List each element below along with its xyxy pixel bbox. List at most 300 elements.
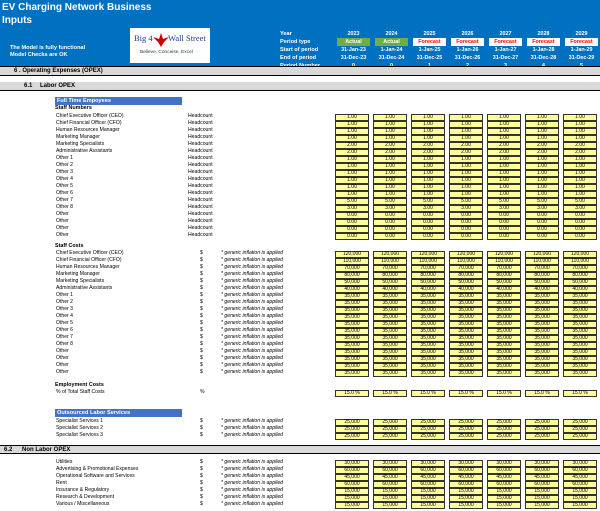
input-cell[interactable]: 35,000 <box>525 314 559 321</box>
input-cell[interactable]: 45,000 <box>373 474 407 481</box>
input-cell[interactable]: 35,000 <box>563 363 597 370</box>
input-cell[interactable]: 15.0 % <box>335 390 369 397</box>
input-cell[interactable]: 1.00 <box>335 114 369 121</box>
input-cell[interactable]: 0.00 <box>487 233 521 240</box>
input-cell[interactable]: 35,000 <box>411 293 445 300</box>
input-cell[interactable]: 35,000 <box>411 307 445 314</box>
input-cell[interactable]: 2.00 <box>411 142 445 149</box>
input-cell[interactable]: 0.00 <box>449 219 483 226</box>
input-cell[interactable]: 35,000 <box>335 370 369 377</box>
input-cell[interactable]: 15,000 <box>373 502 407 509</box>
input-cell[interactable]: 0.00 <box>525 212 559 219</box>
input-cell[interactable]: 60,000 <box>525 467 559 474</box>
input-cell[interactable]: 80,000 <box>525 272 559 279</box>
input-cell[interactable]: 1.00 <box>449 121 483 128</box>
input-cell[interactable]: 15,000 <box>449 495 483 502</box>
input-cell[interactable]: 1.00 <box>487 177 521 184</box>
input-cell[interactable]: 0.00 <box>563 233 597 240</box>
input-cell[interactable]: 35,000 <box>335 328 369 335</box>
input-cell[interactable]: 25,000 <box>335 426 369 433</box>
input-cell[interactable]: 35,000 <box>525 335 559 342</box>
input-cell[interactable]: 35,000 <box>373 300 407 307</box>
input-cell[interactable]: 1.00 <box>411 163 445 170</box>
input-cell[interactable]: 0.00 <box>449 226 483 233</box>
input-cell[interactable]: 35,000 <box>525 342 559 349</box>
input-cell[interactable]: 3.00 <box>411 205 445 212</box>
input-cell[interactable]: 35,000 <box>335 321 369 328</box>
input-cell[interactable]: 15,000 <box>411 495 445 502</box>
input-cell[interactable]: 35,000 <box>449 349 483 356</box>
input-cell[interactable]: 1.00 <box>373 114 407 121</box>
input-cell[interactable]: 35,000 <box>335 349 369 356</box>
input-cell[interactable]: 35,000 <box>449 342 483 349</box>
input-cell[interactable]: 2.00 <box>449 149 483 156</box>
input-cell[interactable]: 35,000 <box>411 314 445 321</box>
input-cell[interactable]: 60,000 <box>449 481 483 488</box>
input-cell[interactable]: 45,000 <box>449 474 483 481</box>
input-cell[interactable]: 35,000 <box>373 307 407 314</box>
input-cell[interactable]: 35,000 <box>335 342 369 349</box>
input-cell[interactable]: 35,000 <box>449 314 483 321</box>
input-cell[interactable]: 35,000 <box>449 356 483 363</box>
input-cell[interactable]: 35,000 <box>487 307 521 314</box>
input-cell[interactable]: 60,000 <box>411 481 445 488</box>
input-cell[interactable]: 30,000 <box>373 460 407 467</box>
input-cell[interactable]: 30,000 <box>335 460 369 467</box>
input-cell[interactable]: 15,000 <box>525 495 559 502</box>
input-cell[interactable]: 35,000 <box>411 342 445 349</box>
input-cell[interactable]: 25,000 <box>411 426 445 433</box>
input-cell[interactable]: 35,000 <box>335 335 369 342</box>
input-cell[interactable]: 1.00 <box>449 191 483 198</box>
input-cell[interactable]: 1.00 <box>525 121 559 128</box>
input-cell[interactable]: 30,000 <box>449 460 483 467</box>
input-cell[interactable]: 35,000 <box>525 300 559 307</box>
input-cell[interactable]: 25,000 <box>335 433 369 440</box>
input-cell[interactable]: 2.00 <box>373 149 407 156</box>
input-cell[interactable]: 35,000 <box>525 356 559 363</box>
input-cell[interactable]: 15,000 <box>449 488 483 495</box>
input-cell[interactable]: 1.00 <box>335 163 369 170</box>
input-cell[interactable]: 120,000 <box>449 251 483 258</box>
input-cell[interactable]: 35,000 <box>411 321 445 328</box>
input-cell[interactable]: 1.00 <box>335 191 369 198</box>
input-cell[interactable]: 2.00 <box>487 149 521 156</box>
input-cell[interactable]: 80,000 <box>487 272 521 279</box>
input-cell[interactable]: 30,000 <box>525 460 559 467</box>
input-cell[interactable]: 120,000 <box>411 251 445 258</box>
input-cell[interactable]: 1.00 <box>411 128 445 135</box>
input-cell[interactable]: 1.00 <box>373 128 407 135</box>
input-cell[interactable]: 30,000 <box>411 460 445 467</box>
input-cell[interactable]: 50,000 <box>449 279 483 286</box>
input-cell[interactable]: 50,000 <box>525 279 559 286</box>
input-cell[interactable]: 70,000 <box>411 265 445 272</box>
input-cell[interactable]: 35,000 <box>563 321 597 328</box>
input-cell[interactable]: 110,000 <box>563 258 597 265</box>
input-cell[interactable]: 35,000 <box>487 293 521 300</box>
input-cell[interactable]: 25,000 <box>563 419 597 426</box>
input-cell[interactable]: 40,000 <box>563 286 597 293</box>
input-cell[interactable]: 5.00 <box>335 198 369 205</box>
input-cell[interactable]: 80,000 <box>335 272 369 279</box>
input-cell[interactable]: 60,000 <box>525 481 559 488</box>
input-cell[interactable]: 60,000 <box>373 481 407 488</box>
input-cell[interactable]: 1.00 <box>449 135 483 142</box>
input-cell[interactable]: 35,000 <box>373 342 407 349</box>
input-cell[interactable]: 35,000 <box>487 363 521 370</box>
input-cell[interactable]: 2.00 <box>525 142 559 149</box>
input-cell[interactable]: 35,000 <box>411 328 445 335</box>
input-cell[interactable]: 1.00 <box>373 170 407 177</box>
input-cell[interactable]: 25,000 <box>449 419 483 426</box>
input-cell[interactable]: 120,000 <box>563 251 597 258</box>
input-cell[interactable]: 1.00 <box>563 170 597 177</box>
input-cell[interactable]: 70,000 <box>335 265 369 272</box>
input-cell[interactable]: 0.00 <box>563 226 597 233</box>
input-cell[interactable]: 110,000 <box>411 258 445 265</box>
input-cell[interactable]: 1.00 <box>373 191 407 198</box>
input-cell[interactable]: 1.00 <box>449 170 483 177</box>
input-cell[interactable]: 1.00 <box>373 184 407 191</box>
input-cell[interactable]: 25,000 <box>411 419 445 426</box>
input-cell[interactable]: 35,000 <box>335 307 369 314</box>
input-cell[interactable]: 70,000 <box>449 265 483 272</box>
input-cell[interactable]: 25,000 <box>487 433 521 440</box>
input-cell[interactable]: 0.00 <box>525 233 559 240</box>
input-cell[interactable]: 30,000 <box>487 460 521 467</box>
input-cell[interactable]: 40,000 <box>449 286 483 293</box>
input-cell[interactable]: 0.00 <box>411 219 445 226</box>
input-cell[interactable]: 60,000 <box>487 467 521 474</box>
input-cell[interactable]: 50,000 <box>487 279 521 286</box>
input-cell[interactable]: 15,000 <box>563 495 597 502</box>
input-cell[interactable]: 35,000 <box>487 342 521 349</box>
input-cell[interactable]: 50,000 <box>373 279 407 286</box>
input-cell[interactable]: 3.00 <box>563 205 597 212</box>
input-cell[interactable]: 25,000 <box>525 426 559 433</box>
input-cell[interactable]: 25,000 <box>525 433 559 440</box>
input-cell[interactable]: 3.00 <box>373 205 407 212</box>
input-cell[interactable]: 80,000 <box>373 272 407 279</box>
input-cell[interactable]: 35,000 <box>335 300 369 307</box>
input-cell[interactable]: 35,000 <box>449 321 483 328</box>
input-cell[interactable]: 15,000 <box>335 502 369 509</box>
input-cell[interactable]: 1.00 <box>563 177 597 184</box>
input-cell[interactable]: 50,000 <box>563 279 597 286</box>
input-cell[interactable]: 0.00 <box>335 212 369 219</box>
input-cell[interactable]: 0.00 <box>411 212 445 219</box>
input-cell[interactable]: 0.00 <box>335 233 369 240</box>
input-cell[interactable]: 35,000 <box>563 307 597 314</box>
input-cell[interactable]: 35,000 <box>563 293 597 300</box>
input-cell[interactable]: 25,000 <box>487 419 521 426</box>
input-cell[interactable]: 35,000 <box>373 328 407 335</box>
input-cell[interactable]: 80,000 <box>563 272 597 279</box>
input-cell[interactable]: 0.00 <box>449 233 483 240</box>
input-cell[interactable]: 25,000 <box>449 433 483 440</box>
input-cell[interactable]: 35,000 <box>563 328 597 335</box>
input-cell[interactable]: 60,000 <box>335 481 369 488</box>
input-cell[interactable]: 35,000 <box>335 356 369 363</box>
input-cell[interactable]: 1.00 <box>525 170 559 177</box>
input-cell[interactable]: 35,000 <box>373 370 407 377</box>
input-cell[interactable]: 2.00 <box>525 149 559 156</box>
input-cell[interactable]: 40,000 <box>525 286 559 293</box>
input-cell[interactable]: 1.00 <box>411 135 445 142</box>
input-cell[interactable]: 5.00 <box>563 198 597 205</box>
input-cell[interactable]: 1.00 <box>411 170 445 177</box>
input-cell[interactable]: 1.00 <box>525 156 559 163</box>
input-cell[interactable]: 1.00 <box>525 128 559 135</box>
input-cell[interactable]: 0.00 <box>335 219 369 226</box>
input-cell[interactable]: 1.00 <box>449 177 483 184</box>
input-cell[interactable]: 1.00 <box>563 163 597 170</box>
input-cell[interactable]: 0.00 <box>525 219 559 226</box>
input-cell[interactable]: 40,000 <box>411 286 445 293</box>
input-cell[interactable]: 2.00 <box>563 142 597 149</box>
input-cell[interactable]: 35,000 <box>563 342 597 349</box>
input-cell[interactable]: 1.00 <box>335 156 369 163</box>
input-cell[interactable]: 60,000 <box>449 467 483 474</box>
input-cell[interactable]: 1.00 <box>563 156 597 163</box>
input-cell[interactable]: 0.00 <box>373 212 407 219</box>
input-cell[interactable]: 0.00 <box>487 212 521 219</box>
input-cell[interactable]: 1.00 <box>487 156 521 163</box>
input-cell[interactable]: 110,000 <box>525 258 559 265</box>
input-cell[interactable]: 5.00 <box>525 198 559 205</box>
input-cell[interactable]: 35,000 <box>525 363 559 370</box>
input-cell[interactable]: 35,000 <box>335 314 369 321</box>
input-cell[interactable]: 1.00 <box>563 128 597 135</box>
input-cell[interactable]: 1.00 <box>449 114 483 121</box>
input-cell[interactable]: 2.00 <box>335 142 369 149</box>
input-cell[interactable]: 25,000 <box>449 426 483 433</box>
input-cell[interactable]: 15,000 <box>411 488 445 495</box>
input-cell[interactable]: 110,000 <box>373 258 407 265</box>
input-cell[interactable]: 1.00 <box>525 135 559 142</box>
input-cell[interactable]: 1.00 <box>487 184 521 191</box>
input-cell[interactable]: 25,000 <box>373 419 407 426</box>
input-cell[interactable]: 1.00 <box>525 163 559 170</box>
input-cell[interactable]: 1.00 <box>373 121 407 128</box>
input-cell[interactable]: 2.00 <box>449 142 483 149</box>
input-cell[interactable]: 50,000 <box>411 279 445 286</box>
input-cell[interactable]: 35,000 <box>411 370 445 377</box>
input-cell[interactable]: 1.00 <box>487 191 521 198</box>
input-cell[interactable]: 35,000 <box>487 349 521 356</box>
input-cell[interactable]: 1.00 <box>563 121 597 128</box>
input-cell[interactable]: 1.00 <box>335 184 369 191</box>
input-cell[interactable]: 110,000 <box>449 258 483 265</box>
input-cell[interactable]: 15,000 <box>525 502 559 509</box>
input-cell[interactable]: 1.00 <box>335 135 369 142</box>
input-cell[interactable]: 60,000 <box>563 467 597 474</box>
input-cell[interactable]: 1.00 <box>411 177 445 184</box>
input-cell[interactable]: 0.00 <box>563 212 597 219</box>
input-cell[interactable]: 0.00 <box>449 212 483 219</box>
input-cell[interactable]: 35,000 <box>563 356 597 363</box>
input-cell[interactable]: 40,000 <box>373 286 407 293</box>
input-cell[interactable]: 1.00 <box>449 128 483 135</box>
input-cell[interactable]: 35,000 <box>563 349 597 356</box>
input-cell[interactable]: 50,000 <box>335 279 369 286</box>
input-cell[interactable]: 25,000 <box>487 426 521 433</box>
input-cell[interactable]: 35,000 <box>373 335 407 342</box>
input-cell[interactable]: 5.00 <box>487 198 521 205</box>
input-cell[interactable]: 1.00 <box>487 135 521 142</box>
input-cell[interactable]: 1.00 <box>449 184 483 191</box>
input-cell[interactable]: 35,000 <box>487 300 521 307</box>
input-cell[interactable]: 2.00 <box>487 142 521 149</box>
input-cell[interactable]: 35,000 <box>335 293 369 300</box>
input-cell[interactable]: 15,000 <box>335 495 369 502</box>
input-cell[interactable]: 35,000 <box>525 293 559 300</box>
input-cell[interactable]: 1.00 <box>373 156 407 163</box>
input-cell[interactable]: 35,000 <box>487 370 521 377</box>
input-cell[interactable]: 15,000 <box>487 502 521 509</box>
input-cell[interactable]: 35,000 <box>563 370 597 377</box>
input-cell[interactable]: 15,000 <box>449 502 483 509</box>
input-cell[interactable]: 1.00 <box>487 163 521 170</box>
input-cell[interactable]: 35,000 <box>411 300 445 307</box>
input-cell[interactable]: 1.00 <box>525 114 559 121</box>
input-cell[interactable]: 15.0 % <box>563 390 597 397</box>
input-cell[interactable]: 35,000 <box>563 314 597 321</box>
input-cell[interactable]: 0.00 <box>487 219 521 226</box>
input-cell[interactable]: 35,000 <box>525 321 559 328</box>
input-cell[interactable]: 15.0 % <box>525 390 559 397</box>
input-cell[interactable]: 35,000 <box>373 363 407 370</box>
input-cell[interactable]: 120,000 <box>335 251 369 258</box>
input-cell[interactable]: 2.00 <box>563 149 597 156</box>
input-cell[interactable]: 5.00 <box>411 198 445 205</box>
input-cell[interactable]: 35,000 <box>563 300 597 307</box>
input-cell[interactable]: 0.00 <box>411 226 445 233</box>
input-cell[interactable]: 1.00 <box>335 177 369 184</box>
input-cell[interactable]: 1.00 <box>411 191 445 198</box>
input-cell[interactable]: 1.00 <box>449 163 483 170</box>
input-cell[interactable]: 1.00 <box>449 156 483 163</box>
input-cell[interactable]: 35,000 <box>411 363 445 370</box>
input-cell[interactable]: 35,000 <box>373 321 407 328</box>
input-cell[interactable]: 35,000 <box>449 328 483 335</box>
input-cell[interactable]: 40,000 <box>487 286 521 293</box>
input-cell[interactable]: 80,000 <box>411 272 445 279</box>
input-cell[interactable]: 60,000 <box>373 467 407 474</box>
input-cell[interactable]: 35,000 <box>373 314 407 321</box>
input-cell[interactable]: 25,000 <box>525 419 559 426</box>
input-cell[interactable]: 1.00 <box>411 121 445 128</box>
input-cell[interactable]: 1.00 <box>411 114 445 121</box>
input-cell[interactable]: 35,000 <box>335 363 369 370</box>
input-cell[interactable]: 3.00 <box>335 205 369 212</box>
input-cell[interactable]: 120,000 <box>373 251 407 258</box>
input-cell[interactable]: 35,000 <box>487 356 521 363</box>
input-cell[interactable]: 25,000 <box>373 426 407 433</box>
input-cell[interactable]: 45,000 <box>487 474 521 481</box>
input-cell[interactable]: 0.00 <box>373 226 407 233</box>
input-cell[interactable]: 25,000 <box>563 426 597 433</box>
input-cell[interactable]: 15.0 % <box>487 390 521 397</box>
input-cell[interactable]: 0.00 <box>373 219 407 226</box>
input-cell[interactable]: 60,000 <box>487 481 521 488</box>
input-cell[interactable]: 1.00 <box>487 121 521 128</box>
input-cell[interactable]: 2.00 <box>411 149 445 156</box>
input-cell[interactable]: 25,000 <box>411 433 445 440</box>
input-cell[interactable]: 0.00 <box>373 233 407 240</box>
input-cell[interactable]: 35,000 <box>373 356 407 363</box>
input-cell[interactable]: 70,000 <box>563 265 597 272</box>
input-cell[interactable]: 80,000 <box>449 272 483 279</box>
input-cell[interactable]: 2.00 <box>373 142 407 149</box>
input-cell[interactable]: 35,000 <box>525 307 559 314</box>
input-cell[interactable]: 45,000 <box>411 474 445 481</box>
input-cell[interactable]: 1.00 <box>335 128 369 135</box>
input-cell[interactable]: 35,000 <box>525 328 559 335</box>
input-cell[interactable]: 15,000 <box>335 488 369 495</box>
input-cell[interactable]: 0.00 <box>335 226 369 233</box>
input-cell[interactable]: 0.00 <box>525 226 559 233</box>
input-cell[interactable]: 70,000 <box>373 265 407 272</box>
input-cell[interactable]: 25,000 <box>563 433 597 440</box>
input-cell[interactable]: 1.00 <box>563 114 597 121</box>
input-cell[interactable]: 35,000 <box>373 293 407 300</box>
input-cell[interactable]: 1.00 <box>487 128 521 135</box>
input-cell[interactable]: 3.00 <box>487 205 521 212</box>
input-cell[interactable]: 1.00 <box>563 135 597 142</box>
input-cell[interactable]: 1.00 <box>373 135 407 142</box>
input-cell[interactable]: 3.00 <box>449 205 483 212</box>
input-cell[interactable]: 15,000 <box>487 488 521 495</box>
input-cell[interactable]: 1.00 <box>373 177 407 184</box>
input-cell[interactable]: 0.00 <box>411 233 445 240</box>
input-cell[interactable]: 1.00 <box>411 156 445 163</box>
input-cell[interactable]: 60,000 <box>563 481 597 488</box>
input-cell[interactable]: 35,000 <box>449 363 483 370</box>
input-cell[interactable]: 120,000 <box>487 251 521 258</box>
input-cell[interactable]: 15,000 <box>373 488 407 495</box>
input-cell[interactable]: 1.00 <box>525 184 559 191</box>
input-cell[interactable]: 40,000 <box>335 286 369 293</box>
input-cell[interactable]: 35,000 <box>563 335 597 342</box>
input-cell[interactable]: 1.00 <box>335 170 369 177</box>
input-cell[interactable]: 1.00 <box>563 191 597 198</box>
input-cell[interactable]: 1.00 <box>487 170 521 177</box>
input-cell[interactable]: 35,000 <box>373 349 407 356</box>
input-cell[interactable]: 25,000 <box>335 419 369 426</box>
input-cell[interactable]: 70,000 <box>525 265 559 272</box>
input-cell[interactable]: 45,000 <box>525 474 559 481</box>
input-cell[interactable]: 30,000 <box>563 460 597 467</box>
input-cell[interactable]: 1.00 <box>373 163 407 170</box>
input-cell[interactable]: 0.00 <box>563 219 597 226</box>
input-cell[interactable]: 15,000 <box>563 488 597 495</box>
input-cell[interactable]: 15.0 % <box>449 390 483 397</box>
input-cell[interactable]: 45,000 <box>563 474 597 481</box>
input-cell[interactable]: 15,000 <box>373 495 407 502</box>
input-cell[interactable]: 35,000 <box>487 335 521 342</box>
input-cell[interactable]: 15,000 <box>411 502 445 509</box>
input-cell[interactable]: 15.0 % <box>411 390 445 397</box>
input-cell[interactable]: 35,000 <box>487 321 521 328</box>
input-cell[interactable]: 1.00 <box>335 121 369 128</box>
input-cell[interactable]: 1.00 <box>487 114 521 121</box>
input-cell[interactable]: 15,000 <box>563 502 597 509</box>
input-cell[interactable]: 1.00 <box>525 191 559 198</box>
input-cell[interactable]: 5.00 <box>373 198 407 205</box>
input-cell[interactable]: 15,000 <box>525 488 559 495</box>
